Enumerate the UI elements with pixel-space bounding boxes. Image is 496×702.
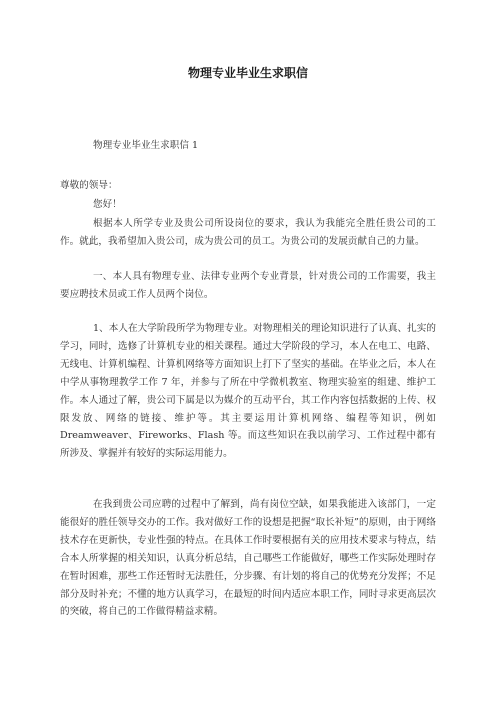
document-subtitle: 物理专业毕业生求职信 1 [93, 140, 199, 151]
paragraph: 一、本人具有物理专业、法律专业两个专业背景，针对贵公司的工作需要，我主要应聘技术员或工作人员两个岗位。 [60, 271, 436, 300]
greeting: 您好！ [93, 199, 122, 210]
paragraph: 1、本人在大学阶段所学为物理专业。对物理相关的理论知识进行了认真、扎实的学习，同时，选修了计算机专业的相关课程。通过大学阶段的学习，本人在电工、电路、无线电、计算机编程、计算机网络等方面知识上打下了坚实的基础。在毕业之后，本人在中学从事物理教学工作 7 年，并参与了所在中学微机教室、物理实验室的组建、维护工作。本人通过了解，贵公司下属是以为媒介的互动平台，其工作内容包括数据的上传、权限发放、网络的链接、维护等。其主要运用计算机网络、编程等知识，例如 Dreamweaver、Fireworks、Flash 等。而这些知识在我以前学习、工作过程中都有所涉及、掌握并有较好的实际运用能力。 [60, 323, 436, 460]
document-title: 物理专业毕业生求职信 [187, 66, 308, 80]
paragraph: 根据本人所学专业及贵公司所设岗位的要求，我认为我能完全胜任贵公司的工作。就此，我希望加入贵公司，成为贵公司的员工。为贵公司的发展贡献自己的力量。 [60, 218, 436, 247]
salutation: 尊敬的领导： [60, 180, 118, 191]
paragraph: 在我到贵公司应聘的过程中了解到，尚有岗位空缺，如果我能进入该部门，一定能很好的胜任领导交办的工作。我对做好工作的设想是把握“取长补短”的原则，由于网络技术存在更新快，专业性强的特点。在具体工作时要根据有关的应用技术要求与特点，结合本人所掌握的相关知识，认真分析总结，自己哪些工作能做好，哪些工作实际处理时存在暂时困难，那些工作还暂时无法胜任，分步骤、有计划的将自己的优势充分发挥；不足部分及时补充；不懂的地方认真学习，在最短的时间内适应本职工作，同时寻求更高层次的突破，将自己的工作做得精益求精。 [60, 499, 436, 618]
